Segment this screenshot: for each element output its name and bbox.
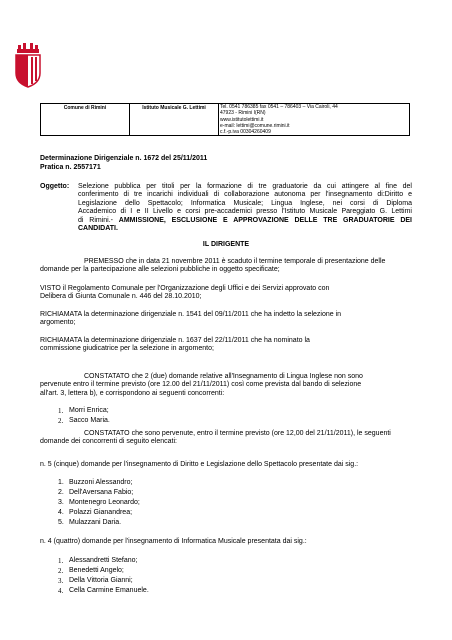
paragraph-line: CONSTATATO che sono pervenute, entro il termine previsto (ore 12,00 del 21/11/2011), le seguenti (84, 430, 391, 437)
contact-line: Tel. 0541 786385 fax 0541 – 786403 – Via Cairoli, 44 (220, 104, 338, 110)
contact-line: www.istitutolettimi.it (220, 116, 264, 123)
list-number: 4. (58, 587, 64, 595)
subject-label: Oggetto: (40, 183, 70, 190)
paragraph-constatato-2 (40, 430, 412, 447)
list-item (58, 406, 110, 416)
list-text: Della Vittoria Gianni; (69, 577, 133, 584)
list-text: Buzzoni Alessandro; (69, 479, 133, 486)
letterhead-contacts (219, 104, 410, 136)
practice-number: Pratica n. 2557171 (40, 164, 101, 171)
subject-line: Legislazione dello Spettacolo; Informatica Musicale; Lingua Inglese, nei corsi di Diploma (78, 199, 412, 207)
contact-line: 47923 - Rimini I(RN) (220, 110, 266, 117)
subject-line: Selezione pubblica per titoli per la formazione di tre graduatorie da cui attingere al fine del (78, 183, 412, 190)
list-item (58, 566, 149, 576)
list-text: Dell'Aversana Fabio; (69, 489, 134, 496)
paragraph-line: commissione giudicatrice per la selezione in argomento; (40, 345, 214, 353)
subject-line: Accademico di I e II Livello e corsi pre-accademici presso l'Istituto Musicale Pareggiato G. Lettimi (78, 208, 412, 216)
list-text: Benedetti Angelo; (69, 567, 124, 574)
heading-diritto: n. 5 (cinque) domande per l'insegnamento di Diritto e Legislazione dello Spettacolo presentate dai sig.: (40, 461, 359, 468)
paragraph-line: RICHIAMATA la determinazione dirigenziale n. 1541 del 09/11/2011 che ha indetto la selezione in (40, 311, 342, 318)
list-text: Cella Carmine Emanuele. (69, 587, 149, 594)
list-number: 2. (58, 489, 64, 496)
paragraph-richiamata-2 (40, 337, 412, 354)
paragraph-constatato-1 (40, 373, 412, 398)
determination-number: Determinazione Dirigenziale n. 1672 del 25/11/2011 (40, 155, 208, 162)
paragraph-visto (40, 285, 412, 302)
list-item (58, 586, 149, 596)
list-text: Alessandretti Stefano; (69, 557, 138, 564)
list-number: 3. (58, 577, 64, 585)
list-item (58, 416, 110, 426)
list-item (58, 488, 140, 498)
paragraph-line: CONSTATATO che 2 (due) domande relative all'Insegnamento di Lingua Inglese non sono (84, 373, 363, 380)
section-heading: IL DIRIGENTE (202, 241, 250, 248)
list-number: 2. (58, 417, 64, 425)
paragraph-line: argomento; (40, 319, 76, 327)
paragraph-line: RICHIAMATA la determinazione dirigenziale n. 1637 del 22/11/2011 che ha nominato la (40, 337, 310, 344)
rimini-coat-of-arms-logo (14, 43, 42, 88)
list-diritto-candidates (58, 478, 140, 528)
paragraph-line: Delibera di Giunta Comunale n. 446 del 28.10.2010; (40, 293, 202, 301)
subject-line: conferimento di tre incarichi individuali di collaborazione autonoma per l'insegnamento di:Diritto e (78, 191, 412, 199)
list-number: 1. (58, 557, 64, 565)
list-item (58, 518, 140, 528)
subject-line (78, 217, 412, 225)
paragraph-line: VISTO il Regolamento Comunale per l'Organizzazione degli Uffici e dei Servizi approvato con (40, 285, 330, 292)
list-text: Montenegro Leonardo; (69, 499, 140, 506)
letterhead-table (40, 103, 410, 136)
list-text: Sacco Maria. (69, 417, 110, 424)
list-text: Polazzi Gianandrea; (69, 509, 133, 516)
list-item (58, 576, 149, 586)
list-missing-applications (58, 406, 110, 426)
subject-line-end: CANDIDATI. (78, 225, 118, 233)
paragraph-premesso (40, 258, 412, 275)
paragraph-line: all'art. 3, lettera b), e corrispondono ai seguenti concorrenti: (40, 389, 225, 397)
list-item (58, 498, 140, 508)
list-number: 3. (58, 499, 64, 506)
list-text: Morri Enrica; (69, 407, 109, 414)
letterhead-municipality: Comune di Rimini (41, 104, 130, 136)
list-text: Mulazzani Daria. (69, 519, 122, 526)
list-item (58, 478, 140, 488)
list-number: 1. (58, 479, 64, 486)
contact-line: e-mail: lettimi@comune.rimini.it (220, 122, 290, 129)
subject-text (78, 183, 412, 233)
paragraph-line: PREMESSO che in data 21 novembre 2011 è scaduto il termine temporale di presentazione delle (84, 258, 386, 265)
list-informatica-candidates (58, 556, 149, 596)
list-number: 4. (58, 509, 64, 516)
paragraph-line: domande per la partecipazione alle selezioni pubbliche in oggetto specificate; (40, 266, 280, 274)
letterhead-institute: Istituto Musicale G. Lettimi (130, 104, 219, 136)
list-number: 1. (58, 407, 64, 415)
paragraph-richiamata-1 (40, 311, 412, 328)
list-number: 2. (58, 567, 64, 575)
subject-emphasis: AMMISSIONE, ESCLUSIONE E APPROVAZIONE DELLE TRE GRADUATORIE DEI (118, 216, 413, 224)
subject-city: di Rimini.- (78, 216, 119, 224)
list-item (58, 556, 149, 566)
paragraph-line: domande dei concorrenti di seguito elencati: (40, 438, 177, 446)
list-number: 5. (58, 519, 64, 526)
contact-line: c.f.-p.iva 00304260409 (220, 129, 271, 136)
list-item (58, 508, 140, 518)
paragraph-line: pervenute entro il termine previsto (ore 12.00 del 21/11/2011) così come prevista dal bando di selezione (40, 381, 362, 389)
heading-informatica: n. 4 (quattro) domande per l'insegnamento di Informatica Musicale presentata dai sig.: (40, 538, 307, 545)
